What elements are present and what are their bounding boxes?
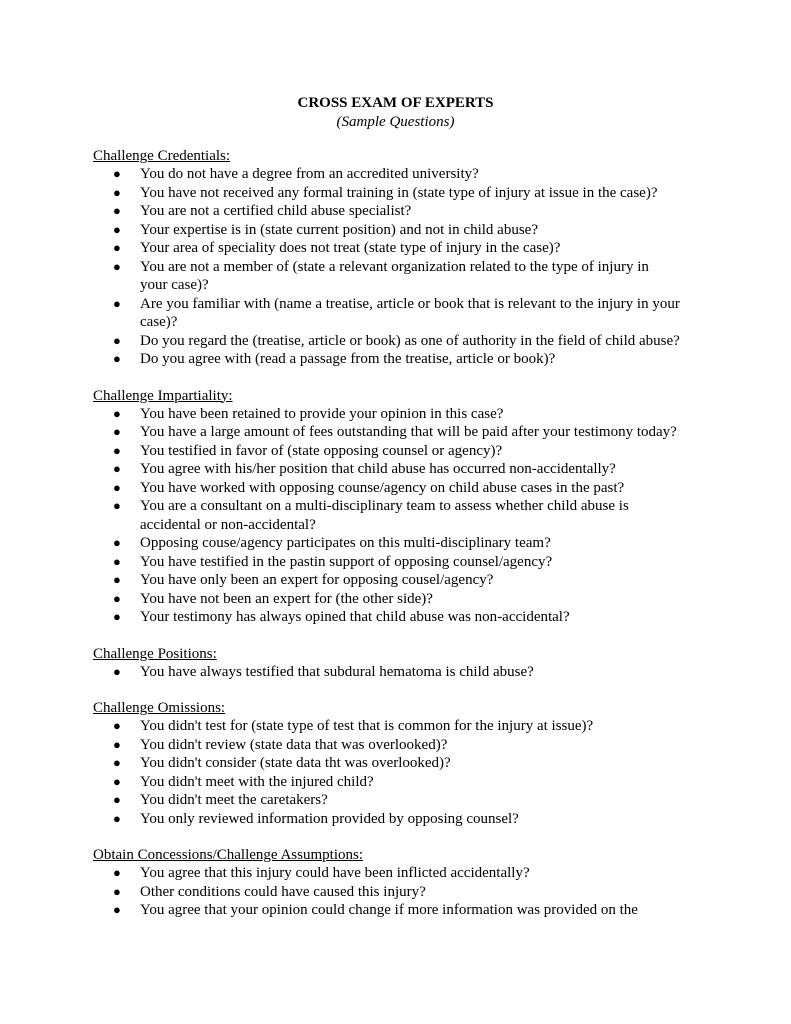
- bullet-icon: ●: [113, 240, 121, 255]
- list-item-text: You have only been an expert for opposing cousel/agency?: [140, 572, 494, 588]
- list-item-text: Your expertise is in (state current position) and not in child abuse?: [140, 221, 538, 238]
- bullet-list: [93, 663, 713, 682]
- list-item: [93, 864, 713, 883]
- list-item: [93, 350, 713, 369]
- bullet-icon: ●: [113, 590, 121, 606]
- bullet-icon: ●: [113, 572, 121, 587]
- bullet-icon: ●: [113, 553, 121, 569]
- list-item-text: Your testimony has always opined that child abuse was non-accidental?: [140, 609, 570, 625]
- list-item: [93, 571, 713, 590]
- list-item-text: Your area of speciality does not treat (state type of injury in the case)?: [140, 240, 561, 256]
- bullet-icon: ●: [113, 498, 121, 513]
- bullet-icon: ●: [113, 755, 121, 770]
- document-body: [93, 147, 713, 938]
- bullet-icon: ●: [113, 609, 121, 624]
- list-item: [93, 590, 713, 609]
- bullet-icon: ●: [113, 166, 121, 181]
- list-item: [93, 332, 713, 351]
- bullet-icon: ●: [113, 792, 121, 807]
- list-item: [93, 553, 713, 572]
- bullet-icon: ●: [113, 718, 121, 733]
- bullet-icon: ●: [113, 461, 121, 476]
- list-item: [93, 608, 713, 627]
- list-item: [93, 258, 660, 295]
- list-item-text: You testified in favor of (state opposing counsel or agency)?: [140, 442, 503, 459]
- list-item-text: You have worked with opposing counse/agency on child abuse cases in the past?: [140, 479, 625, 496]
- bullet-icon: ●: [113, 332, 121, 348]
- list-item-text: You agree with his/her position that child abuse has occurred non-accidentally?: [140, 461, 616, 477]
- section-obtain-concessions: [93, 846, 713, 920]
- list-item: [93, 534, 713, 553]
- list-item-text: You have not been an expert for (the other side)?: [140, 590, 433, 607]
- bullet-icon: ●: [113, 221, 121, 237]
- list-item-text: You have a large amount of fees outstanding that will be paid after your testimony today?: [140, 424, 677, 440]
- bullet-icon: ●: [113, 203, 121, 218]
- list-item-text: You agree that this injury could have been inflicted accidentally?: [140, 865, 530, 881]
- section-challenge-positions: [93, 645, 713, 682]
- list-item-text: You are not a member of (state a relevant organization related to the type of injury in your case)?: [140, 258, 649, 293]
- bullet-icon: ●: [113, 442, 121, 458]
- list-item-text: You are not a certified child abuse specialist?: [140, 203, 412, 219]
- section-challenge-credentials: [93, 147, 713, 369]
- list-item: [93, 754, 713, 773]
- section-heading: Obtain Concessions/Challenge Assumptions:: [93, 847, 363, 863]
- list-item: [93, 202, 713, 221]
- list-item: [93, 184, 713, 203]
- list-item-text: You have been retained to provide your opinion in this case?: [140, 405, 504, 422]
- bullet-list: [93, 165, 713, 369]
- bullet-icon: ●: [113, 258, 121, 274]
- list-item-text: Do you regard the (treatise, article or book) as one of authority in the field of child abuse?: [140, 332, 680, 349]
- list-item: [93, 442, 713, 461]
- list-item-text: You have not received any formal training in (state type of injury at issue in the case)?: [140, 184, 658, 201]
- list-item: [93, 497, 660, 534]
- list-item: [93, 717, 713, 736]
- list-item-text: You didn't test for (state type of test that is common for the injury at issue)?: [140, 718, 594, 734]
- list-item: [93, 810, 713, 829]
- list-item: [93, 883, 713, 902]
- bullet-icon: ●: [113, 405, 121, 421]
- list-item-text: Other conditions could have caused this injury?: [140, 883, 426, 900]
- list-item-text: Do you agree with (read a passage from the treatise, article or book)?: [140, 351, 556, 367]
- bullet-list: [93, 864, 713, 920]
- bullet-icon: ●: [113, 883, 121, 899]
- list-item-text: You agree that your opinion could change if more information was provided on the: [140, 902, 638, 918]
- list-item-text: You have always testified that subdural hematoma is child abuse?: [140, 663, 534, 680]
- list-item: [93, 423, 713, 442]
- section-heading: Challenge Impartiality:: [93, 387, 233, 404]
- bullet-icon: ●: [113, 865, 121, 880]
- list-item-text: You are a consultant on a multi-disciplinary team to assess whether child abuse is accidental or non-accidental?: [140, 498, 629, 533]
- bullet-icon: ●: [113, 663, 121, 679]
- title-block: [0, 94, 791, 131]
- list-item: [93, 901, 713, 920]
- section-heading: Challenge Omissions:: [93, 700, 226, 716]
- list-item-text: You didn't review (state data that was overlooked)?: [140, 736, 448, 753]
- list-item-text: You didn't meet the caretakers?: [140, 792, 328, 808]
- list-item-text: Are you familiar with (name a treatise, article or book that is relevant to the injury in your case)?: [140, 295, 680, 330]
- section-challenge-impartiality: [93, 387, 713, 627]
- list-item-text: You only reviewed information provided by opposing counsel?: [140, 810, 519, 827]
- list-item: [93, 479, 713, 498]
- list-item: [93, 165, 713, 184]
- bullet-icon: ●: [113, 773, 121, 789]
- bullet-icon: ●: [113, 736, 121, 752]
- section-heading: Challenge Credentials:: [93, 148, 231, 164]
- list-item: [93, 663, 713, 682]
- bullet-icon: ●: [113, 902, 121, 917]
- list-item: [93, 791, 713, 810]
- list-item: [93, 239, 713, 258]
- list-item: [93, 295, 713, 332]
- list-item: [93, 221, 713, 240]
- bullet-icon: ●: [113, 295, 121, 311]
- list-item-text: You didn't meet with the injured child?: [140, 773, 374, 790]
- list-item-text: You didn't consider (state data tht was overlooked)?: [140, 755, 451, 771]
- section-challenge-omissions: [93, 699, 713, 828]
- bullet-icon: ●: [113, 535, 121, 550]
- list-item: [93, 460, 713, 479]
- bullet-list: [93, 405, 713, 627]
- list-item: [93, 405, 713, 424]
- bullet-icon: ●: [113, 184, 121, 200]
- bullet-icon: ●: [113, 351, 121, 366]
- bullet-icon: ●: [113, 479, 121, 495]
- section-heading: Challenge Positions:: [93, 645, 217, 662]
- list-item: [93, 736, 713, 755]
- list-item-text: You do not have a degree from an accredited university?: [140, 166, 479, 182]
- bullet-icon: ●: [113, 810, 121, 826]
- list-item: [93, 773, 713, 792]
- list-item-text: You have testified in the pastin support of opposing counsel/agency?: [140, 553, 553, 570]
- bullet-icon: ●: [113, 424, 121, 439]
- list-item-text: Opposing couse/agency participates on this multi-disciplinary team?: [140, 535, 551, 551]
- document-title: CROSS EXAM OF EXPERTS: [297, 95, 494, 111]
- document-subtitle: (Sample Questions): [336, 114, 455, 130]
- bullet-list: [93, 717, 713, 828]
